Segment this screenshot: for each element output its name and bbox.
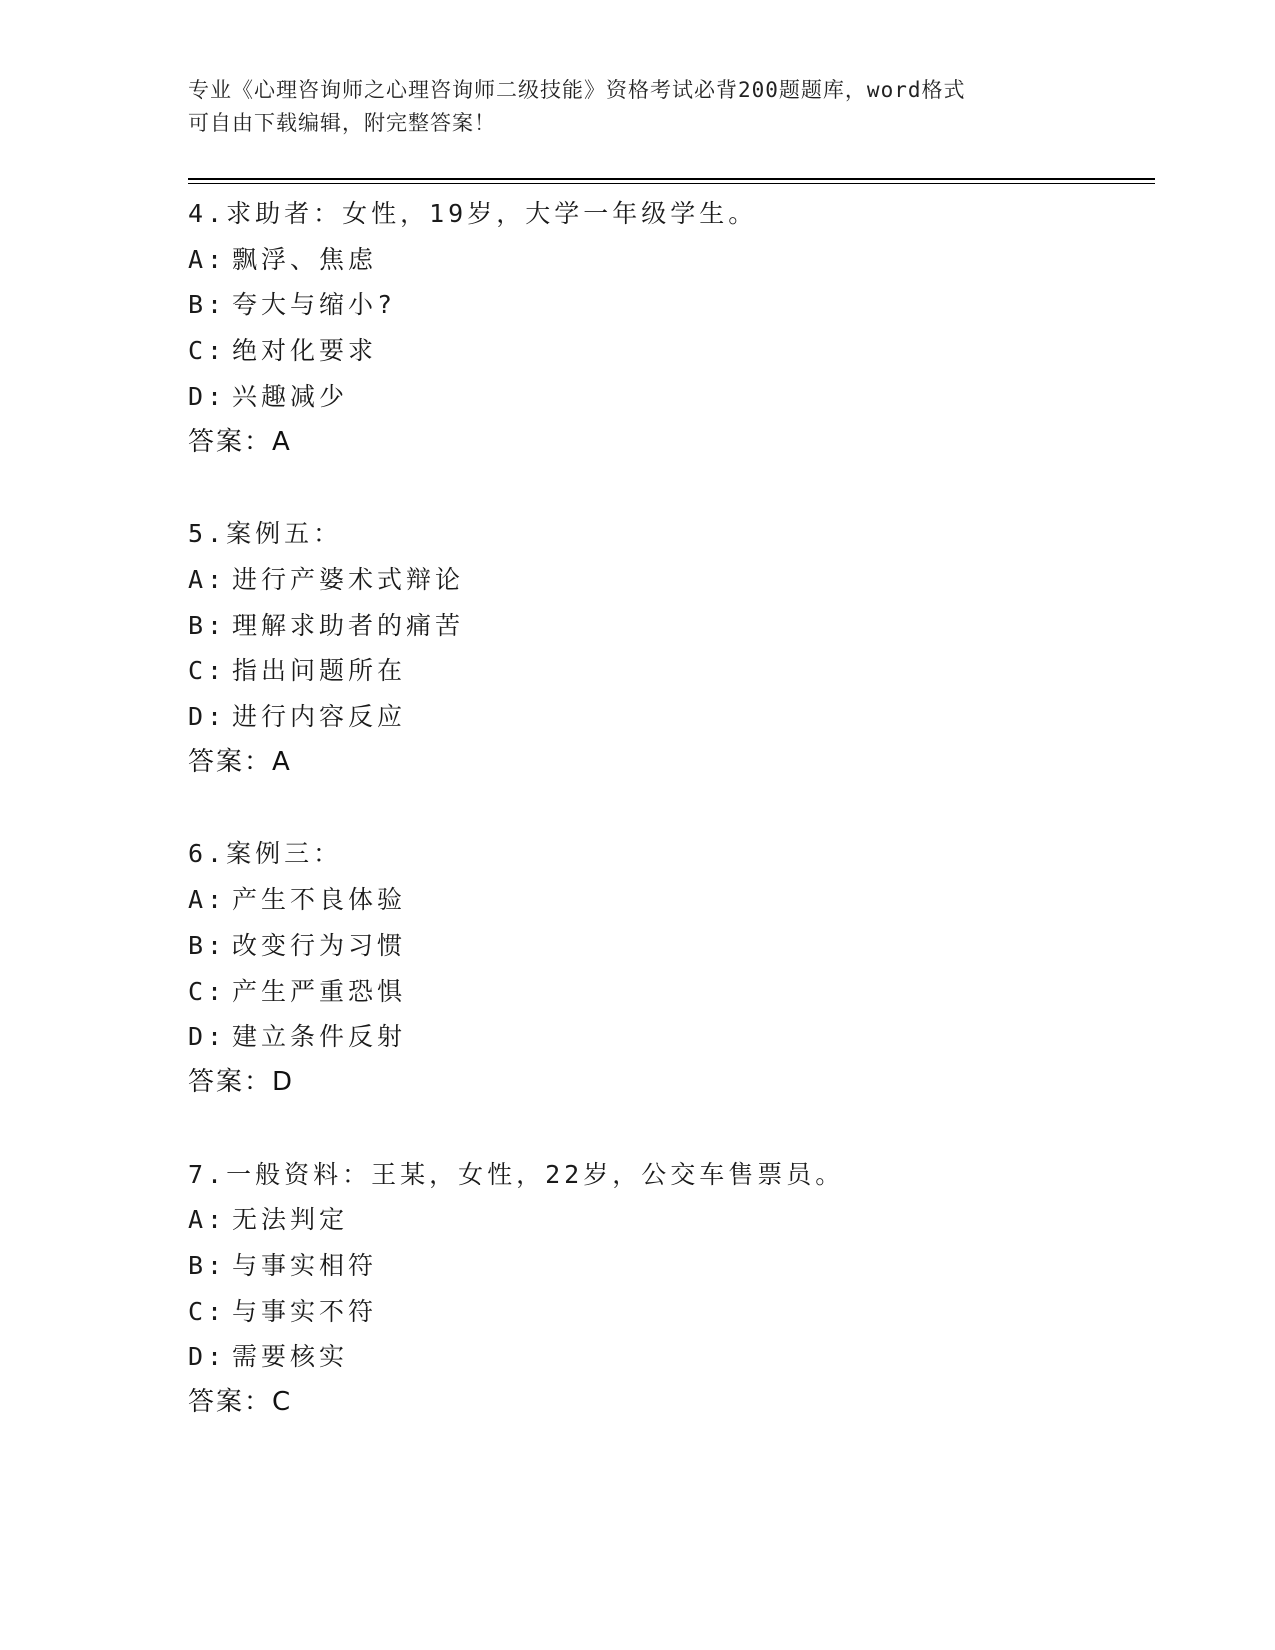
option-d <box>188 1014 1148 1060</box>
option-letter: A: <box>188 1205 227 1235</box>
option-text: 建立条件反射 <box>232 1022 407 1052</box>
option-letter: C: <box>188 336 227 366</box>
answer-line: 答案：D <box>188 1066 295 1097</box>
option-letter: D: <box>188 1022 227 1052</box>
option-d <box>188 374 1148 420</box>
option-b <box>188 282 1148 328</box>
option-text: 与事实不符 <box>232 1296 378 1326</box>
option-c <box>188 969 1148 1015</box>
option-text: 无法判定 <box>232 1205 349 1235</box>
option-text: 绝对化要求 <box>232 336 378 366</box>
document-header <box>188 74 1088 140</box>
header-divider-thick <box>188 178 1155 180</box>
option-letter: D: <box>188 702 227 732</box>
question-stem: 5.案例五： <box>188 519 343 549</box>
option-text: 产生严重恐惧 <box>232 976 407 1006</box>
header-title-line-1: 专业《心理咨询师之心理咨询师二级技能》资格考试必背200题题库，word格式 <box>188 78 966 102</box>
option-text: 飘浮、焦虑 <box>232 244 378 274</box>
question-list <box>188 191 1148 1472</box>
option-b <box>188 923 1148 969</box>
option-c <box>188 328 1148 374</box>
option-letter: C: <box>188 656 227 686</box>
option-b <box>188 603 1148 649</box>
option-letter: A: <box>188 244 227 274</box>
option-a <box>188 1197 1148 1243</box>
option-a <box>188 877 1148 923</box>
question-item <box>188 1152 1148 1426</box>
option-letter: B: <box>188 930 227 960</box>
question-stem: 4.求助者：女性，19岁，大学一年级学生。 <box>188 199 758 228</box>
answer-line: 答案：A <box>188 426 292 457</box>
option-text: 指出问题所在 <box>232 656 407 686</box>
option-text: 与事实相符 <box>232 1251 378 1281</box>
answer-line: 答案：C <box>188 1387 293 1418</box>
header-title-line-2: 可自由下载编辑，附完整答案！ <box>188 111 496 135</box>
question-stem: 6.案例三： <box>188 839 343 869</box>
option-d <box>188 694 1148 740</box>
option-text: 进行内容反应 <box>232 702 407 732</box>
option-c <box>188 1289 1148 1335</box>
option-text: 进行产婆术式辩论 <box>232 564 465 594</box>
option-a <box>188 237 1148 283</box>
question-stem: 7.一般资料：王某，女性，22岁，公交车售票员。 <box>188 1159 845 1189</box>
answer-line: 答案：A <box>188 746 292 777</box>
option-letter: A: <box>188 564 227 594</box>
option-letter: C: <box>188 976 227 1006</box>
question-item <box>188 511 1148 785</box>
header-divider-thin <box>188 183 1155 184</box>
option-letter: C: <box>188 1296 227 1326</box>
option-d <box>188 1334 1148 1380</box>
question-item <box>188 831 1148 1105</box>
option-text: 兴趣减少 <box>232 381 349 411</box>
option-letter: D: <box>188 1342 227 1372</box>
option-text: 需要核实 <box>232 1342 349 1372</box>
option-b <box>188 1243 1148 1289</box>
option-text: 产生不良体验 <box>232 885 407 915</box>
question-item <box>188 191 1148 465</box>
option-text: 改变行为习惯 <box>232 930 407 960</box>
option-letter: A: <box>188 885 227 915</box>
option-letter: B: <box>188 290 227 320</box>
option-text: 夸大与缩小? <box>232 290 397 320</box>
option-letter: B: <box>188 1251 227 1281</box>
option-letter: B: <box>188 610 227 640</box>
option-a <box>188 557 1148 603</box>
option-text: 理解求助者的痛苦 <box>232 610 465 640</box>
option-letter: D: <box>188 381 227 411</box>
option-c <box>188 648 1148 694</box>
